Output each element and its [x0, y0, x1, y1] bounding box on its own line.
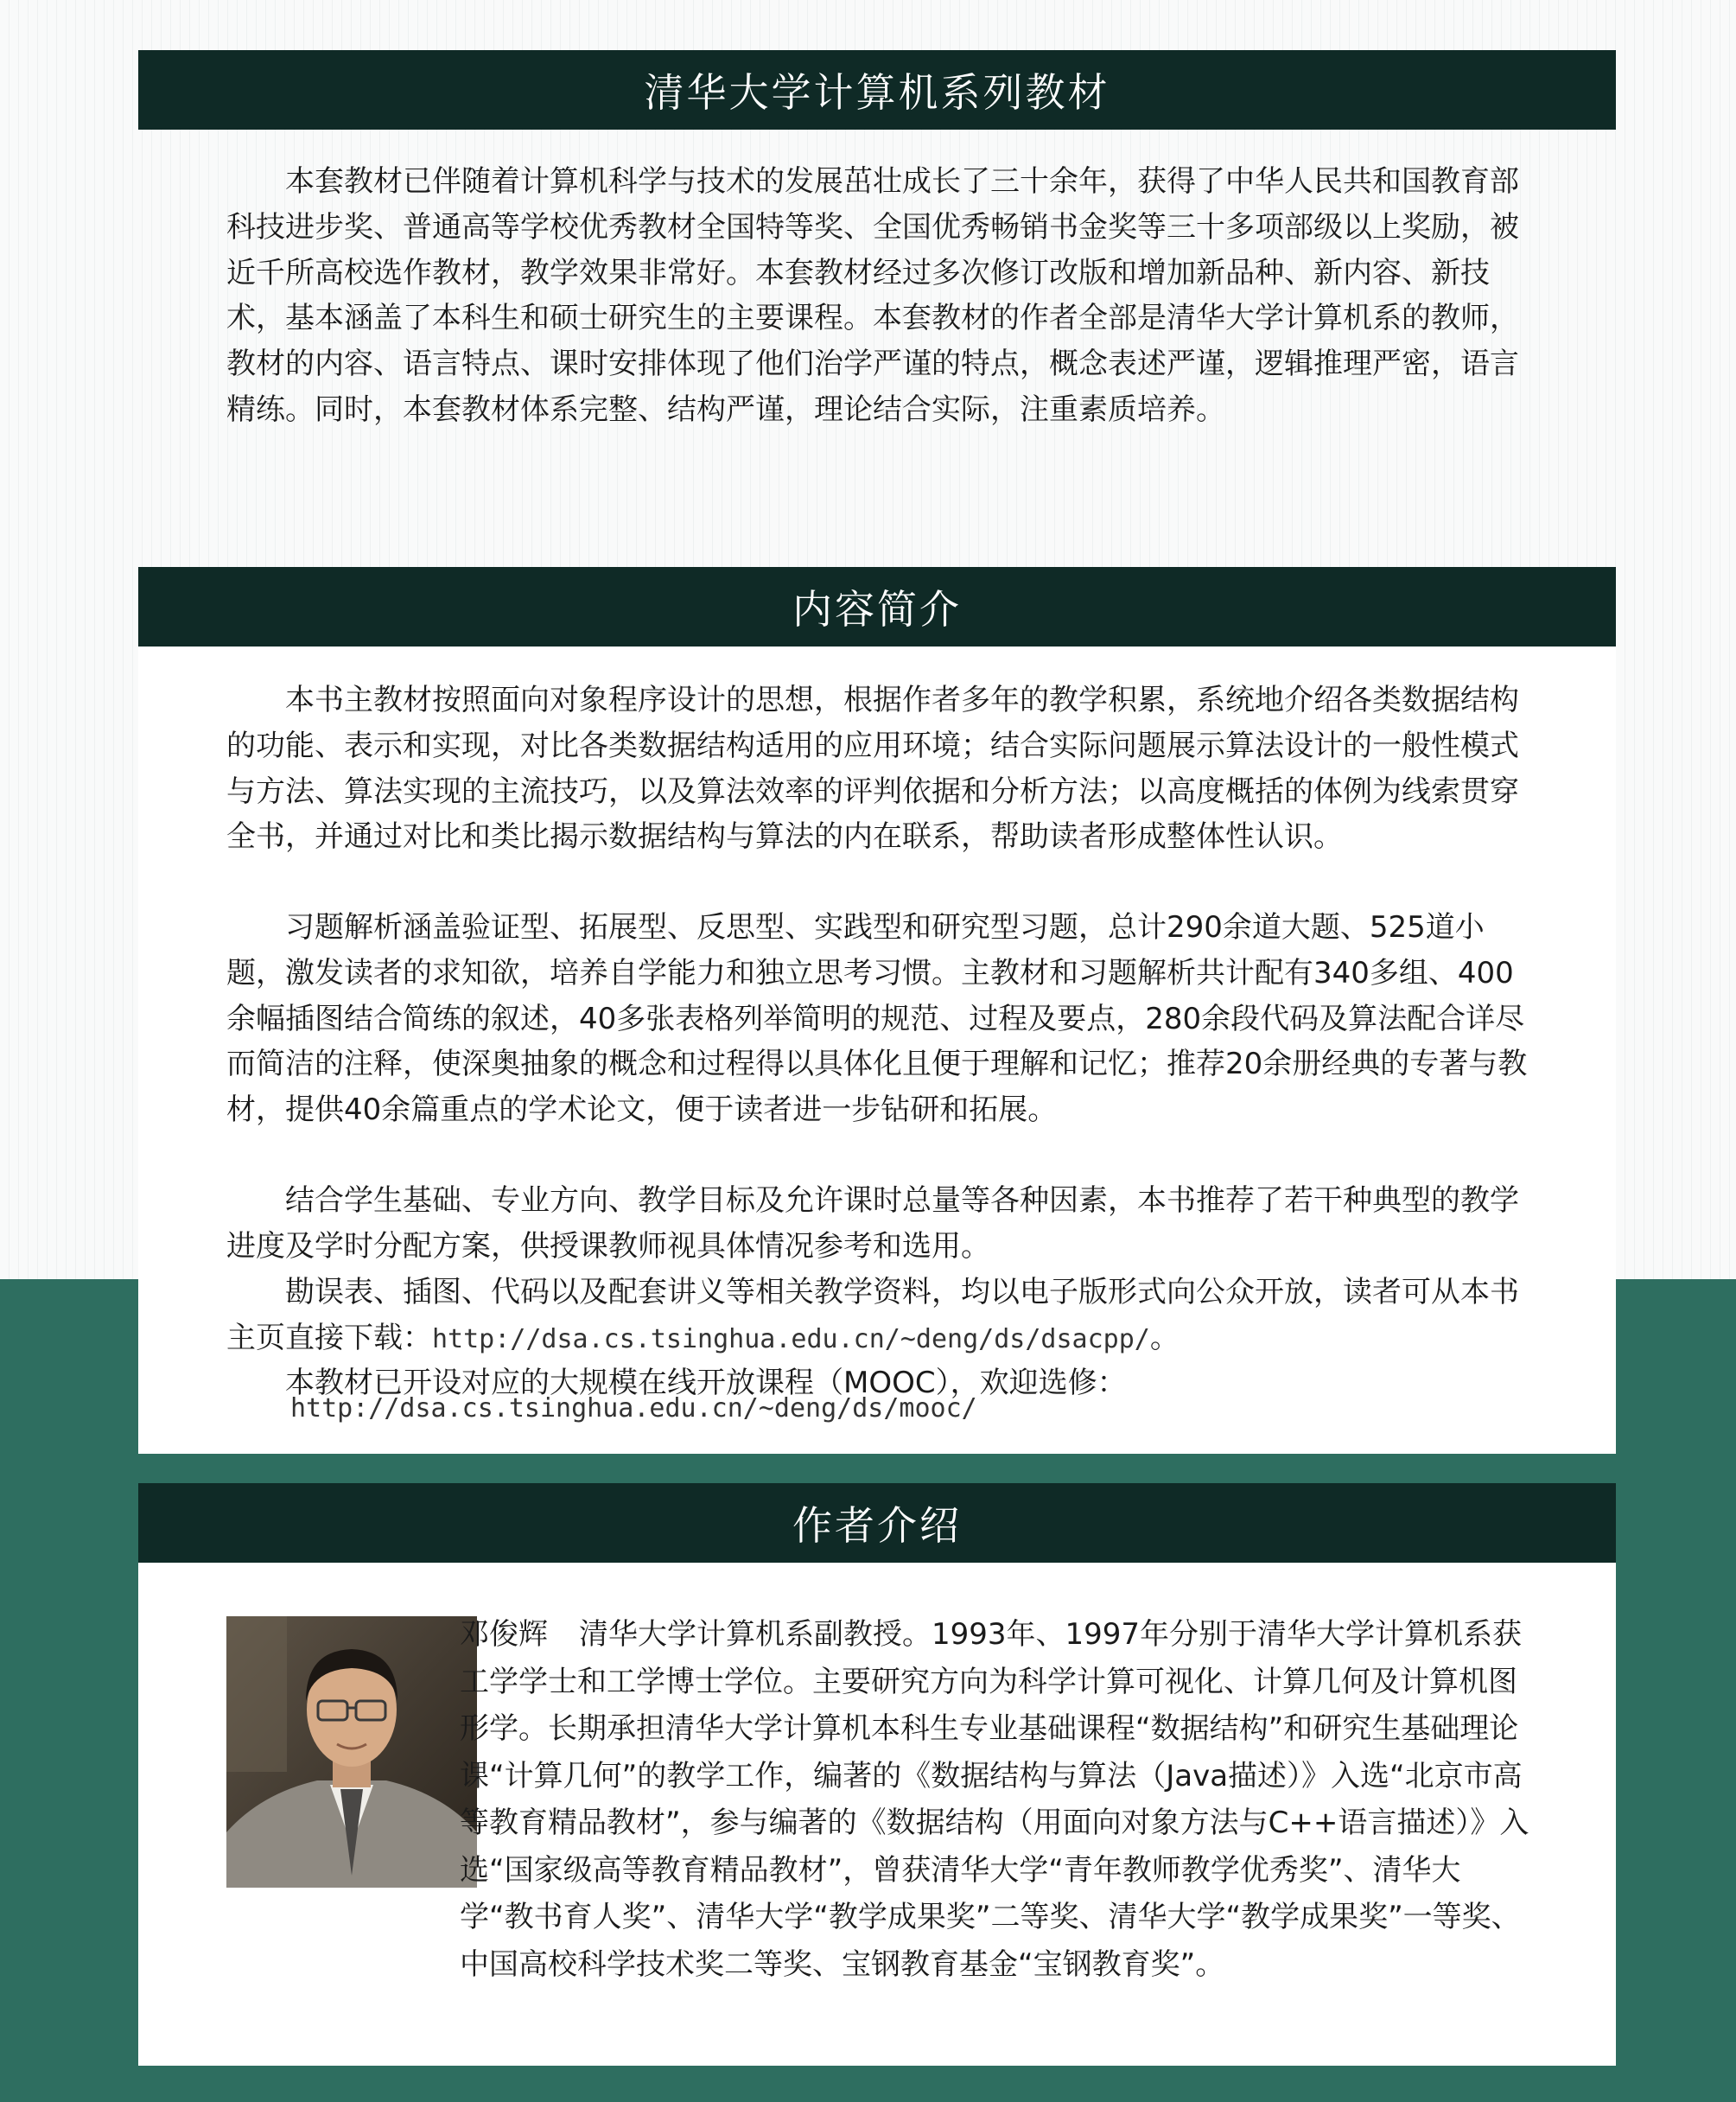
author-name: 邓俊辉 — [460, 1617, 548, 1652]
series-description: 本套教材已伴随着计算机科学与技术的发展茁壮成长了三十余年，获得了中华人民共和国教育部科技进步奖、普通高等学校优秀教材全国特等奖、全国优秀畅销书金奖等三十多项部级以上奖励，被近千所高校选作教材，教学效果非常好。本套教材经过多次修订改版和增加新品种、新内容、新技术，基本涵盖了本科生和硕士研究生的主要课程。本套教材的作者全部是清华大学计算机系的教师，教材的内容、语言特点、课时安排体现了他们治学严谨的特点，概念表述严谨，逻辑推理严密，语言精练。同时，本套教材体系完整、结构严谨，理论结合实际，注重素质培养。 — [226, 164, 1519, 427]
author-bio-text: 清华大学计算机系副教授。1993年、1997年分别于清华大学计算机系获工学学士和工学博士学位。主要研究方向为科学计算可视化、计算几何及计算机图形学。长期承担清华大学计算机本科生专业基础课程“数据结构”和研究生基础理论课“计算几何”的教学工作，编著的《数据结构与算法（Java描述）》入选“北京市高等教育精品教材”，参与编著的《数据结构（用面向对象方法与C++语言描述）》入选“国家级高等教育精品教材”，曾获清华大学“青年教师教学优秀奖”、清华大学“教书育人奖”、清华大学“教学成果奖”二等奖、清华大学“教学成果奖”一等奖、中国高校科学技术奖二等奖、宝钢教育基金“宝钢教育奖”。 — [460, 1617, 1529, 1982]
summary-paragraph-1: 本书主教材按照面向对象程序设计的思想，根据作者多年的教学积累，系统地介绍各类数据结构的功能、表示和实现，对比各类数据结构适用的应用环境；结合实际问题展示算法设计的一般性模式与方法、算法实现的主流技巧，以及算法效率的评判依据和分析方法；以高度概括的体例为线索贯穿全书，并通过对比和类比揭示数据结构与算法的内在联系，帮助读者形成整体性认识。 — [226, 683, 1519, 855]
download-text: 勘误表、插图、代码以及配套讲义等相关教学资料，均以电子版形式向公众开放，读者可从本书主页直接下载： — [226, 1275, 1519, 1355]
summary-title-text: 内容简介 — [792, 586, 962, 633]
summary-section-title — [138, 567, 1616, 647]
mooc-url[interactable]: http://dsa.cs.tsinghua.edu.cn/~deng/ds/mooc/ — [290, 1393, 977, 1424]
series-title-text: 清华大学计算机系列教材 — [644, 69, 1110, 116]
summary-paragraph-4 — [226, 1270, 1531, 1363]
author-title-text: 作者介绍 — [792, 1502, 962, 1549]
homepage-url[interactable]: http://dsa.cs.tsinghua.edu.cn/~deng/ds/dsacpp/ — [432, 1323, 1150, 1354]
series-section-title — [138, 50, 1616, 130]
author-portrait-image — [226, 1616, 477, 1888]
author-section-title — [138, 1483, 1616, 1563]
author-bio — [460, 1611, 1531, 1988]
summary-paragraph-3: 结合学生基础、专业方向、教学目标及允许课时总量等各种因素，本书推荐了若干种典型的教学进度及学时分配方案，供授课教师视具体情况参考和选用。 — [226, 1183, 1519, 1264]
author-photo — [226, 1616, 477, 1888]
summary-paragraph-2: 习题解析涵盖验证型、拓展型、反思型、实践型和研究型习题，总计290余道大题、525道小题，激发读者的求知欲，培养自学能力和独立思考习惯。主教材和习题解析共计配有340多组、400余幅插图结合简练的叙述，40多张表格列举简明的规范、过程及要点，280余段代码及算法配合详尽而简洁的注释，使深奥抽象的概念和过程得以具体化且便于理解和记忆；推荐20余册经典的专著与教材，提供40余篇重点的学术论文，便于读者进一步钻研和拓展。 — [226, 910, 1528, 1128]
download-end: 。 — [1149, 1320, 1180, 1355]
summary-paragraph-5: 本教材已开设对应的大规模在线开放课程（MOOC），欢迎选修： — [285, 1366, 1127, 1400]
